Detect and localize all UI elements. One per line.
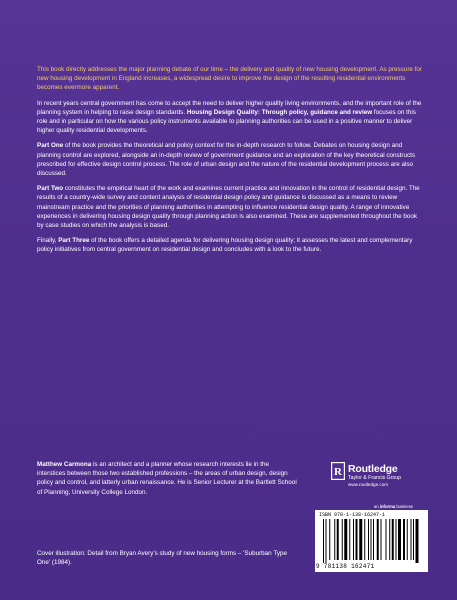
part-two-label: Part Two xyxy=(37,185,64,193)
isbn-text: ISBN 978-1-138-16247-1 xyxy=(319,512,386,518)
barcode-bar xyxy=(413,519,414,560)
barcode-bar xyxy=(356,519,358,560)
barcode-bar xyxy=(403,519,405,560)
logo-letter: R xyxy=(334,466,342,478)
barcode-bar xyxy=(334,519,335,560)
barcode-bar xyxy=(368,519,369,560)
part-one-label: Part One xyxy=(37,142,64,150)
author-bio xyxy=(37,460,297,497)
cover-illustration-credit: Cover illustration: Detail from Bryan Avery's study of new housing forms – 'Suburban Type One' (1984). xyxy=(37,550,287,567)
barcode-bar xyxy=(349,519,350,560)
part-three-pre: Finally, xyxy=(37,237,59,245)
informa-brand: informa xyxy=(379,504,396,509)
barcode-bar xyxy=(411,519,412,560)
barcode-bar xyxy=(353,519,354,560)
barcode-bar xyxy=(407,519,408,560)
barcode-bar xyxy=(377,519,379,560)
barcode-bar xyxy=(337,519,339,560)
barcode-bar xyxy=(329,519,330,560)
book-subtitle-inline: Through policy, guidance and review xyxy=(259,108,373,116)
barcode-digits: 9 781138 162471 xyxy=(316,563,375,570)
paragraph-part-two xyxy=(37,184,425,230)
barcode-bar xyxy=(381,519,382,560)
para2-post: focuses on this role and in particular on how the various policy instruments available to planning authorities can be used in a positive manner to deliver higher quality residential developments. xyxy=(37,108,416,135)
informa-pre: an xyxy=(374,504,380,509)
book-title-inline: Housing Design Quality: xyxy=(186,108,260,116)
barcode-bar xyxy=(373,519,374,560)
barcode-bar xyxy=(386,519,387,560)
paragraph-housing-design xyxy=(37,99,425,136)
part-three-text: of the book offers a detailed agenda for delivering housing design quality; it assesses the latest and complementary policy initiatives from central government on residential design and concludes with a look to the future. xyxy=(37,237,413,254)
intro-paragraph: This book directly addresses the major planning debate of our time – the delivery and quality of new housing development. As pressure for new housing development in England increases, a widespread desire to improve the design of the resulting residential environments becomes evermore apparent. xyxy=(37,66,423,92)
part-three-label: Part Three xyxy=(58,237,90,245)
para2-pre: In recent years central government has come to accept the need to deliver higher quality living environments, and the important role of the planning system in helping to raise design standards. xyxy=(37,99,422,116)
publisher-group: Taylor & Francis Group xyxy=(348,475,402,481)
barcode-bar xyxy=(416,519,419,563)
publisher-name: Routledge xyxy=(348,463,398,475)
barcode-bar xyxy=(371,519,372,560)
barcode-bar xyxy=(323,519,324,563)
barcode-bars xyxy=(323,519,421,563)
paragraph-part-three xyxy=(37,236,425,254)
barcode-bar xyxy=(392,519,394,560)
part-one-text: of the book provides the theoretical and policy context for the in-depth research to follow. Debates on housing design and planning control are explored, alongside an in-depth review of government guidance and an exploration of the key theoretical constructs prescribed for effective design control process. The role of urban design and the nature of the residential development process are also discussed. xyxy=(37,142,416,178)
barcode-bar xyxy=(364,519,365,560)
barcode-bar xyxy=(396,519,397,560)
barcode-bar xyxy=(342,519,343,560)
informa-post: business xyxy=(395,504,413,509)
paragraph-part-one xyxy=(37,141,425,178)
barcode-bar xyxy=(359,519,362,560)
barcode-bar xyxy=(398,519,401,560)
author-name: Matthew Carmona xyxy=(37,461,92,468)
barcode xyxy=(315,510,428,572)
author-bio-text: is an architect and a planner whose research interests lie in the interstices between those two established professions – the areas of urban design, design policy and control, and latterly urban renaissance. He is Senior Lecturer at the Bartlett School of Planning, University College London. xyxy=(37,461,297,496)
blurb xyxy=(37,65,425,261)
part-two-text: constitutes the empirical heart of the work and examines current practice and innovation in the control of residential design. The results of a country-wide survey and content analysis of residential design policy and guidance is discussed as a means to review mainstream practice and the priorities of planning authorities in attempting to influence residential design quality. A range of innovative experiences in delivering housing design quality through planning action is also examined. These are supplemented throughout the book by case studies on which the analysis is based. xyxy=(37,185,420,230)
publisher-url: www.routledge.com xyxy=(348,482,389,487)
barcode-bar xyxy=(326,519,327,563)
routledge-logo-icon xyxy=(331,462,345,480)
barcode-bar xyxy=(344,519,347,560)
barcode-bar xyxy=(389,519,390,560)
informa-business xyxy=(374,504,413,509)
